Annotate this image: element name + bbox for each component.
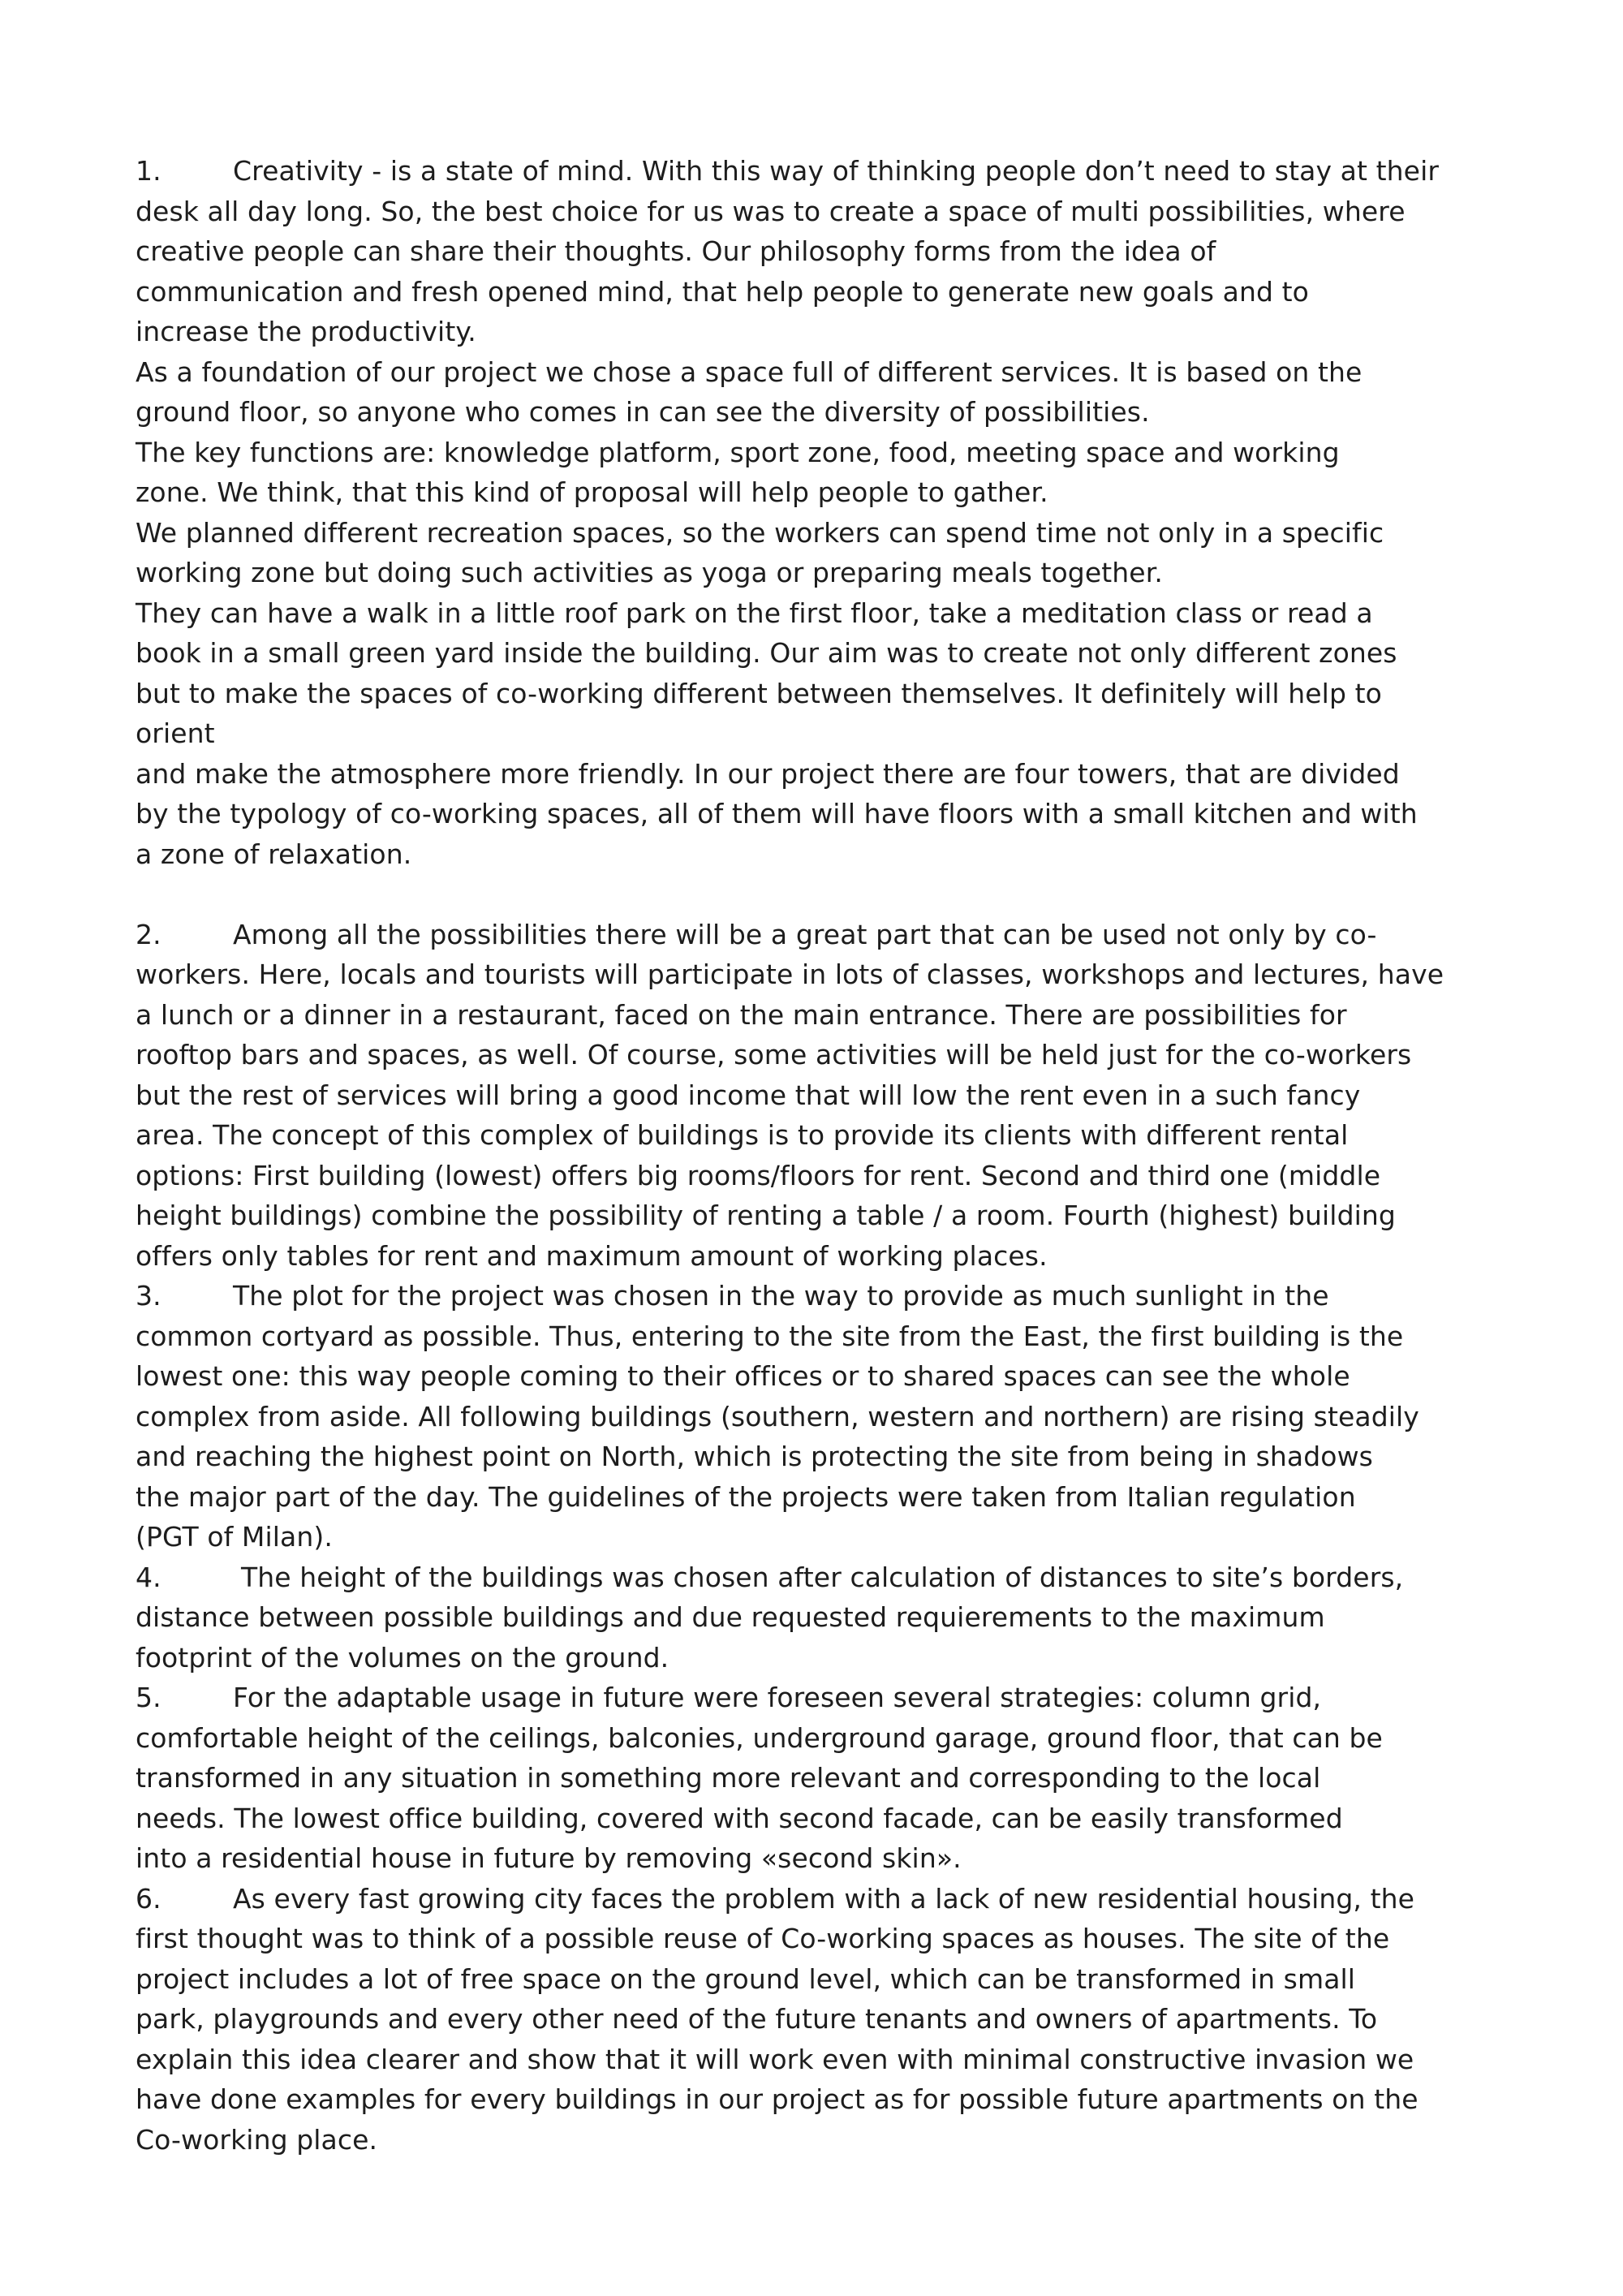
section-2 [136, 915, 1515, 1277]
text-line: into a residential house in future by removing «second skin». [136, 1842, 962, 1874]
section-1 [136, 151, 1515, 874]
text-line: zone. We think, that this kind of proposal will help people to gather. [136, 476, 1048, 508]
text-line: The key functions are: knowledge platform, sport zone, food, meeting space and working [136, 436, 1340, 468]
text-line: increase the productivity. [136, 316, 476, 347]
text-line: options: First building (lowest) offers big rooms/floors for rent. Second and third one (middle [136, 1159, 1381, 1191]
text-line: book in a small green yard inside the building. Our aim was to create not only different zones [136, 637, 1397, 669]
text-line: the major part of the day. The guidelines of the projects were taken from Italian regulation [136, 1480, 1356, 1513]
text-line: working zone but doing such activities as yoga or preparing meals together. [136, 557, 1163, 588]
text-line: rooftop bars and spaces, as well. Of course, some activities will be held just for the co-workers [136, 1039, 1412, 1070]
text-line: but to make the spaces of co-working different between themselves. It definitely will help to [136, 677, 1382, 709]
text-line: height buildings) combine the possibility of renting a table / a room. Fourth (highest) building [136, 1200, 1396, 1231]
text-line: complex from aside. All following buildings (southern, western and northern) are rising steadily [136, 1400, 1419, 1432]
text-line: explain this idea clearer and show that it will work even with minimal constructive invasion we [136, 2043, 1414, 2075]
text-line: 3. The plot for the project was chosen in the way to provide as much sunlight in the [136, 1276, 1515, 1316]
text-line: distance between possible buildings and due requested requierements to the maximum [136, 1601, 1325, 1633]
section-number: 4. [136, 1561, 161, 1593]
section-5 [136, 1678, 1515, 1879]
text-line: a zone of relaxation. [136, 838, 412, 870]
text-line: 2. Among all the possibilities there will be a great part that can be used not only by co- [136, 915, 1515, 955]
text-line: 1. Creativity - is a state of mind. With this way of thinking people don’t need to stay at their [136, 151, 1515, 192]
text-line: Co-working place. [136, 2123, 378, 2156]
section-number: 5. [136, 1682, 161, 1713]
text-line: orient [136, 717, 215, 749]
text-line: and reaching the highest point on North, which is protecting the site from being in shadows [136, 1441, 1373, 1472]
text-line: desk all day long. So, the best choice for us was to create a space of multi possibilities, where [136, 195, 1406, 227]
text-line: have done examples for every buildings in our project as for possible future apartments on the [136, 2083, 1419, 2115]
text-line: transformed in any situation in something more relevant and corresponding to the local [136, 1762, 1321, 1794]
text-line: area. The concept of this complex of buildings is to provide its clients with different rental [136, 1119, 1349, 1151]
section-number: 1. [136, 155, 161, 187]
text-line: common cortyard as possible. Thus, entering to the site from the East, the first building is the [136, 1320, 1404, 1352]
paragraph-gap [136, 874, 1515, 915]
text-line: but the rest of services will bring a good income that will low the rent even in a such fancy [136, 1079, 1361, 1111]
text-line: offers only tables for rent and maximum amount of working places. [136, 1239, 1048, 1272]
section-6 [136, 1879, 1515, 2160]
text-line: comfortable height of the ceilings, balconies, underground garage, ground floor, that can be [136, 1721, 1383, 1754]
text-line: 6. As every fast growing city faces the problem with a lack of new residential housing, the [136, 1879, 1515, 1919]
text-line: a lunch or a dinner in a restaurant, faced on the main entrance. There are possibilities for [136, 998, 1347, 1031]
text-line: and make the atmosphere more friendly. In our project there are four towers, that are divided [136, 757, 1400, 790]
text-line: creative people can share their thoughts. Our philosophy forms from the idea of [136, 235, 1216, 267]
text-line: They can have a walk in a little roof park on the first floor, take a meditation class or read a [136, 597, 1373, 629]
text-line: project includes a lot of free space on the ground level, which can be transformed in small [136, 1962, 1356, 1995]
text-line: As a foundation of our project we chose a space full of different services. It is based on the [136, 355, 1363, 388]
text-line: 5. For the adaptable usage in future were foreseen several strategies: column grid, [136, 1678, 1515, 1718]
text-line: park, playgrounds and every other need of the future tenants and owners of apartments. To [136, 2003, 1378, 2035]
text-line: communication and fresh opened mind, that help people to generate new goals and to [136, 275, 1309, 308]
text-line: needs. The lowest office building, covered with second facade, can be easily transformed [136, 1802, 1343, 1834]
text-line: 4. The height of the buildings was chosen after calculation of distances to site’s borders, [136, 1557, 1515, 1598]
section-4 [136, 1557, 1515, 1678]
text-line: first thought was to think of a possible reuse of Co-working spaces as houses. The site of the [136, 1923, 1390, 1954]
text-line: ground floor, so anyone who comes in can see the diversity of possibilities. [136, 396, 1150, 428]
section-number: 3. [136, 1280, 161, 1312]
text-line: (PGT of Milan). [136, 1521, 333, 1553]
section-number: 2. [136, 918, 161, 950]
section-3 [136, 1276, 1515, 1557]
section-number: 6. [136, 1882, 161, 1915]
text-line: workers. Here, locals and tourists will participate in lots of classes, workshops and lectures, have [136, 958, 1444, 990]
text-line: footprint of the volumes on the ground. [136, 1641, 669, 1674]
text-line: by the typology of co-working spaces, all of them will have floors with a small kitchen and with [136, 798, 1418, 829]
document-page [136, 151, 1515, 2160]
text-line: We planned different recreation spaces, so the workers can spend time not only in a specific [136, 516, 1384, 549]
text-line: lowest one: this way people coming to their offices or to shared spaces can see the whole [136, 1360, 1350, 1392]
